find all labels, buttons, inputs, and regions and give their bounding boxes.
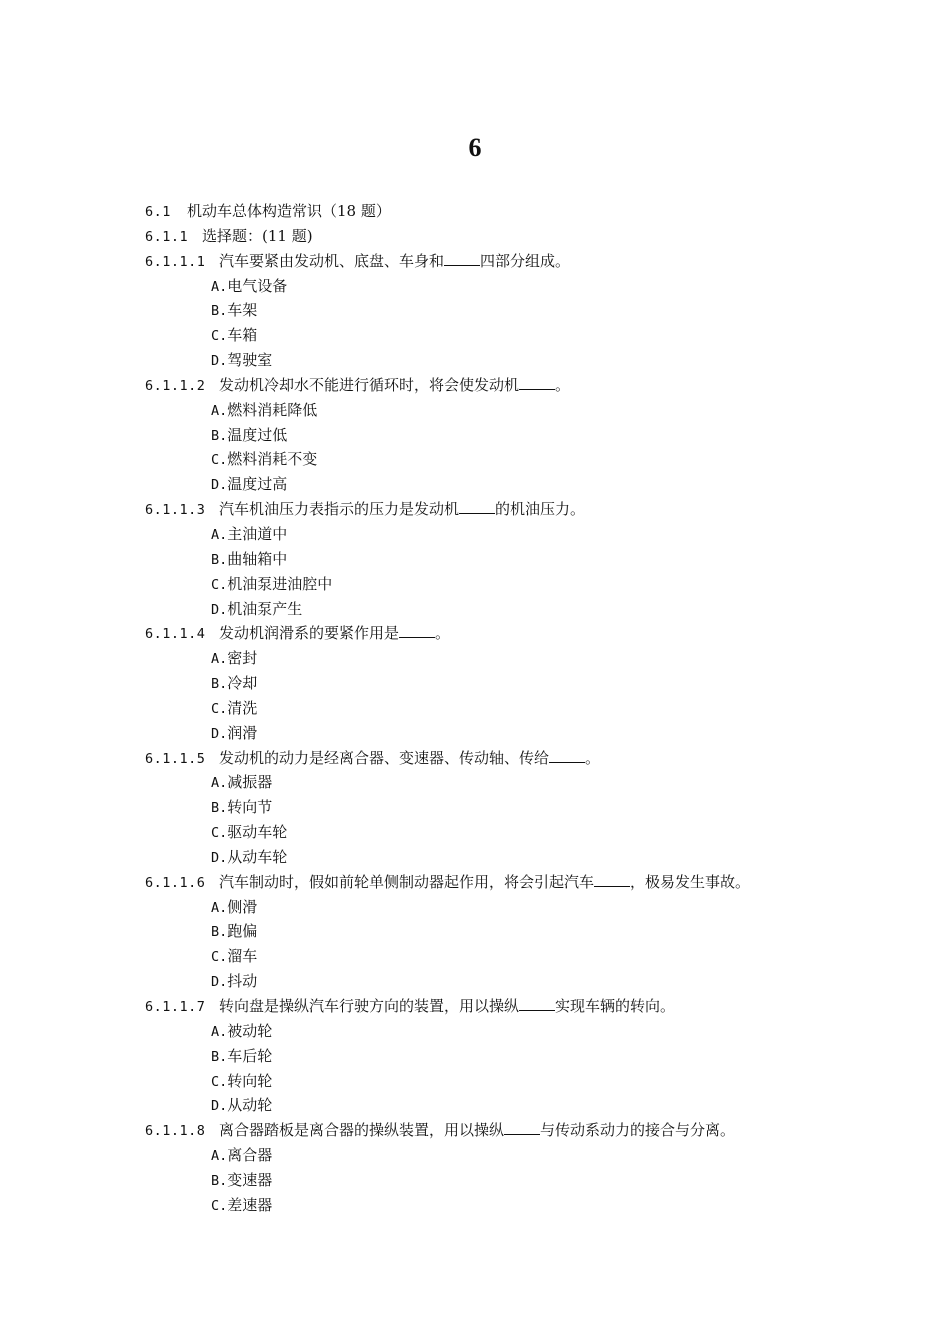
question-stem — [145, 746, 905, 771]
question-text-tail: 。 — [555, 375, 571, 394]
answer-option — [145, 721, 905, 746]
section-title: 机动车总体构造常识（18 题） — [187, 202, 391, 220]
answer-option — [145, 1044, 905, 1069]
question-number: 6.1.1.4 — [145, 626, 206, 643]
option-letter: D. — [211, 725, 228, 742]
option-text: 跑偏 — [227, 922, 258, 941]
option-text: 侧滑 — [227, 897, 258, 916]
option-text: 冷却 — [227, 674, 258, 693]
question-stem — [145, 249, 905, 274]
answer-option — [145, 696, 905, 721]
option-letter: C. — [211, 700, 228, 717]
question-stem — [145, 870, 905, 895]
option-text: 燃料消耗不变 — [227, 450, 318, 469]
option-text: 温度过低 — [227, 425, 288, 444]
answer-option — [145, 398, 905, 423]
answer-blank — [459, 498, 495, 514]
question-stem — [145, 1118, 905, 1143]
option-letter: C. — [211, 1197, 228, 1214]
answer-option — [145, 1193, 905, 1218]
option-text: 机油泵产生 — [227, 599, 303, 618]
question-number: 6.1.1.8 — [145, 1123, 206, 1140]
option-letter: C. — [211, 825, 228, 842]
answer-blank — [594, 871, 630, 887]
option-text: 温度过高 — [227, 475, 288, 494]
question-stem — [145, 994, 905, 1019]
answer-option — [145, 572, 905, 597]
answer-option — [145, 547, 905, 572]
option-letter: C. — [211, 576, 228, 593]
answer-blank — [549, 747, 585, 763]
option-text: 车箱 — [227, 326, 258, 345]
answer-option — [145, 1019, 905, 1044]
option-letter: D. — [211, 477, 228, 494]
question-stem — [145, 497, 905, 522]
option-text: 变速器 — [227, 1170, 273, 1189]
question-stem — [145, 373, 905, 398]
question-number: 6.1.1.7 — [145, 999, 206, 1015]
option-letter: B. — [211, 427, 228, 444]
option-letter: B. — [211, 676, 228, 693]
option-text: 差速器 — [227, 1195, 273, 1214]
answer-option — [145, 944, 905, 969]
answer-option — [145, 423, 905, 448]
answer-option — [145, 671, 905, 696]
option-letter: B. — [211, 1048, 228, 1065]
option-text: 燃料消耗降低 — [227, 400, 318, 419]
subsection-number: 6.1.1 — [145, 228, 189, 245]
section-heading — [145, 199, 905, 224]
question-text: 转向盘是操纵汽车行驶方向的装置，用以操纵 — [219, 997, 520, 1015]
option-letter: A. — [211, 526, 228, 543]
answer-blank — [504, 1119, 540, 1135]
question-text: 汽车机油压力表指示的压力是发动机 — [219, 500, 460, 519]
questions-container — [145, 249, 905, 1218]
option-text: 溜车 — [227, 947, 258, 966]
section-number: 6.1 — [145, 204, 171, 220]
answer-option — [145, 845, 905, 870]
option-text: 被动轮 — [227, 1021, 273, 1040]
answer-option — [145, 820, 905, 845]
option-letter: A. — [211, 651, 228, 668]
question-text-tail: 。 — [435, 624, 451, 643]
option-letter: B. — [211, 1172, 228, 1189]
option-text: 主油道中 — [227, 524, 288, 543]
question-number: 6.1.1.2 — [145, 377, 206, 394]
question-text-tail: 四部分组成。 — [480, 251, 571, 270]
question-text: 发动机润滑系的要紧作用是 — [219, 624, 400, 643]
question-text: 汽车制动时，假如前轮单侧制动器起作用，将会引起汽车 — [219, 872, 595, 891]
option-text: 抖动 — [227, 972, 258, 991]
option-letter: A. — [211, 278, 228, 295]
option-text: 减振器 — [227, 773, 273, 792]
option-text: 从动轮 — [227, 1096, 273, 1115]
option-text: 转向轮 — [227, 1071, 273, 1090]
option-text: 驾驶室 — [227, 351, 273, 370]
question-number: 6.1.1.3 — [145, 502, 206, 519]
subsection-heading — [145, 224, 905, 249]
question-number: 6.1.1.1 — [145, 253, 206, 270]
question-list — [145, 199, 905, 1218]
option-text: 车架 — [227, 301, 258, 320]
answer-option — [145, 1143, 905, 1168]
answer-option — [145, 1093, 905, 1118]
question-text-tail: 的机油压力。 — [495, 500, 586, 519]
option-letter: A. — [211, 1023, 228, 1040]
option-text: 电气设备 — [227, 276, 288, 295]
option-text: 曲轴箱中 — [227, 549, 288, 568]
option-letter: D. — [211, 849, 228, 866]
option-text: 离合器 — [227, 1146, 273, 1165]
answer-option — [145, 646, 905, 671]
option-letter: B. — [211, 800, 228, 817]
question-text: 发动机冷却水不能进行循环时，将会使发动机 — [219, 375, 520, 394]
option-text: 车后轮 — [227, 1046, 273, 1065]
option-letter: D. — [211, 601, 228, 618]
question-text-tail: ，极易发生事故。 — [630, 872, 751, 891]
question-number: 6.1.1.5 — [145, 750, 206, 767]
option-letter: A. — [211, 775, 228, 792]
answer-blank — [519, 374, 555, 390]
answer-option — [145, 969, 905, 994]
option-letter: C. — [211, 452, 228, 469]
option-letter: B. — [211, 551, 228, 568]
option-letter: B. — [211, 924, 228, 941]
option-text: 润滑 — [227, 723, 258, 742]
answer-option — [145, 1069, 905, 1094]
question-text: 离合器踏板是离合器的操纵装置，用以操纵 — [219, 1121, 505, 1140]
option-text: 机油泵进油腔中 — [227, 574, 333, 593]
answer-option — [145, 447, 905, 472]
answer-option — [145, 1168, 905, 1193]
answer-blank — [399, 622, 435, 638]
answer-option — [145, 597, 905, 622]
question-text: 发动机的动力是经离合器、变速器、传动轴、传给 — [219, 748, 550, 767]
option-letter: C. — [211, 1073, 228, 1090]
option-letter: D. — [211, 1098, 228, 1115]
answer-blank — [519, 995, 555, 1011]
answer-option — [145, 770, 905, 795]
option-letter: A. — [211, 402, 228, 419]
option-text: 清洗 — [227, 698, 258, 717]
option-letter: D. — [211, 974, 228, 991]
question-stem — [145, 621, 905, 646]
option-letter: A. — [211, 899, 228, 916]
answer-blank — [444, 250, 480, 266]
subsection-title: 选择题：(11 题) — [202, 226, 313, 245]
option-letter: C. — [211, 949, 228, 966]
option-text: 转向节 — [227, 798, 273, 817]
answer-option — [145, 795, 905, 820]
option-text: 从动车轮 — [227, 847, 288, 866]
question-text-tail: 与传动系动力的接合与分离。 — [540, 1121, 736, 1140]
answer-option — [145, 919, 905, 944]
answer-option — [145, 348, 905, 373]
question-text-tail: 实现车辆的转向。 — [555, 997, 676, 1015]
option-text: 驱动车轮 — [227, 823, 288, 842]
answer-option — [145, 323, 905, 348]
answer-option — [145, 472, 905, 497]
answer-option — [145, 298, 905, 323]
option-text: 密封 — [227, 649, 258, 668]
question-text: 汽车要紧由发动机、底盘、车身和 — [219, 251, 445, 270]
question-number: 6.1.1.6 — [145, 874, 206, 891]
option-letter: A. — [211, 1148, 228, 1165]
option-letter: B. — [211, 303, 228, 320]
option-letter: C. — [211, 328, 228, 345]
option-letter: D. — [211, 353, 228, 370]
answer-option — [145, 522, 905, 547]
answer-option — [145, 274, 905, 299]
answer-option — [145, 895, 905, 920]
page-title: 6 — [468, 133, 482, 162]
question-text-tail: 。 — [585, 748, 601, 767]
